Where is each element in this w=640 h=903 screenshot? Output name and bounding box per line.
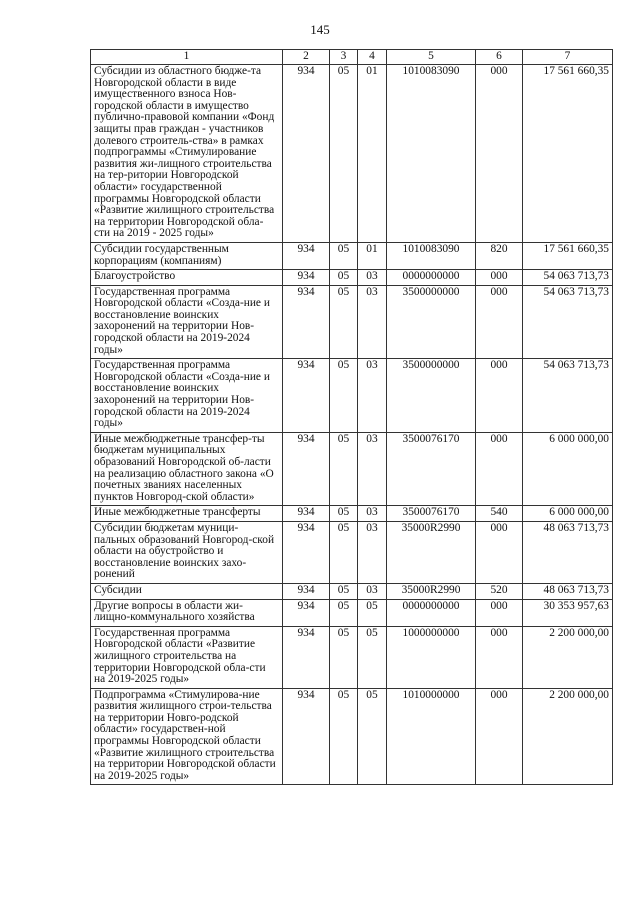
- row-subsection: 03: [358, 583, 387, 599]
- row-grbs: 934: [283, 65, 330, 243]
- row-section: 05: [330, 65, 358, 243]
- row-target-code: 3500076170: [387, 506, 476, 522]
- row-name: Субсидии государственным корпорациям (компаниям): [91, 242, 283, 269]
- row-sum: 30 353 957,63: [523, 599, 613, 626]
- row-grbs: 934: [283, 285, 330, 359]
- row-subsection: 05: [358, 626, 387, 688]
- row-expense-type: 000: [476, 359, 523, 433]
- table-row: [91, 432, 613, 506]
- row-grbs: 934: [283, 432, 330, 506]
- table-row: [91, 521, 613, 583]
- row-grbs: 934: [283, 506, 330, 522]
- row-sum: 17 561 660,35: [523, 65, 613, 243]
- row-target-code: 3500000000: [387, 285, 476, 359]
- row-expense-type: 000: [476, 270, 523, 286]
- row-target-code: 3500076170: [387, 432, 476, 506]
- row-expense-type: 000: [476, 65, 523, 243]
- row-name: Другие вопросы в области жи-лищно-коммунального хозяйства: [91, 599, 283, 626]
- row-expense-type: 000: [476, 521, 523, 583]
- row-name: Субсидии бюджетам муници-пальных образований Новгород-ской области на обустройство и восстановление воинских захо-ронений: [91, 521, 283, 583]
- row-name: Подпрограмма «Стимулирова-ние развития жилищного строи-тельства на территории Новго-родской области» государствен-ной программы Новгородской области «Развитие жилищного строительства на территории Новгородской области на 2019-2025 годы»: [91, 688, 283, 785]
- row-sum: 17 561 660,35: [523, 242, 613, 269]
- row-expense-type: 540: [476, 506, 523, 522]
- row-section: 05: [330, 432, 358, 506]
- row-sum: 54 063 713,73: [523, 270, 613, 286]
- row-name: Субсидии из областного бюдже-та Новгородской области в виде имущественного взноса Нов-городской области в имущество публично-правовой компании «Фонд защиты прав граждан - участников долевого строитель-ства» в рамках подпрограммы «Стимулирование развития жи-лищного строительства на тер-ритории Новгородской области» государственной программы Новгородской области «Развитие жилищного строительства на территории Новгородской обла-сти на 2019 - 2025 годы»: [91, 65, 283, 243]
- row-sum: 48 063 713,73: [523, 521, 613, 583]
- header-col-2: 2: [283, 50, 330, 65]
- row-grbs: 934: [283, 583, 330, 599]
- row-subsection: 03: [358, 521, 387, 583]
- row-section: 05: [330, 359, 358, 433]
- row-target-code: 3500000000: [387, 359, 476, 433]
- table-row: [91, 688, 613, 785]
- row-subsection: 03: [358, 359, 387, 433]
- row-subsection: 03: [358, 270, 387, 286]
- row-section: 05: [330, 285, 358, 359]
- table-row: [91, 242, 613, 269]
- row-target-code: 35000R2990: [387, 583, 476, 599]
- row-name: Иные межбюджетные трансферты: [91, 506, 283, 522]
- row-subsection: 05: [358, 688, 387, 785]
- header-col-3: 3: [330, 50, 358, 65]
- row-name: Субсидии: [91, 583, 283, 599]
- header-col-7: 7: [523, 50, 613, 65]
- row-expense-type: 000: [476, 626, 523, 688]
- row-name: Государственная программа Новгородской области «Созда-ние и восстановление воинских захоронений на территории Нов-городской области на 2019-2024 годы»: [91, 285, 283, 359]
- table-row: [91, 359, 613, 433]
- row-expense-type: 000: [476, 688, 523, 785]
- table-row: [91, 583, 613, 599]
- row-sum: 54 063 713,73: [523, 359, 613, 433]
- row-target-code: 1010000000: [387, 688, 476, 785]
- row-grbs: 934: [283, 242, 330, 269]
- row-section: 05: [330, 599, 358, 626]
- row-subsection: 01: [358, 65, 387, 243]
- table-row: [91, 506, 613, 522]
- row-sum: 2 200 000,00: [523, 626, 613, 688]
- row-subsection: 03: [358, 432, 387, 506]
- row-target-code: 0000000000: [387, 270, 476, 286]
- row-section: 05: [330, 583, 358, 599]
- row-subsection: 01: [358, 242, 387, 269]
- row-grbs: 934: [283, 521, 330, 583]
- row-subsection: 03: [358, 506, 387, 522]
- row-sum: 2 200 000,00: [523, 688, 613, 785]
- row-grbs: 934: [283, 688, 330, 785]
- row-grbs: 934: [283, 270, 330, 286]
- row-section: 05: [330, 506, 358, 522]
- row-section: 05: [330, 626, 358, 688]
- row-section: 05: [330, 688, 358, 785]
- row-section: 05: [330, 521, 358, 583]
- row-expense-type: 000: [476, 285, 523, 359]
- table-row: [91, 270, 613, 286]
- row-sum: 48 063 713,73: [523, 583, 613, 599]
- row-target-code: 1010083090: [387, 65, 476, 243]
- budget-table: [90, 49, 613, 785]
- row-name: Государственная программа Новгородской области «Созда-ние и восстановление воинских захоронений на территории Нов-городской области на 2019-2024 годы»: [91, 359, 283, 433]
- table-row: [91, 285, 613, 359]
- row-sum: 54 063 713,73: [523, 285, 613, 359]
- row-sum: 6 000 000,00: [523, 506, 613, 522]
- header-col-1: 1: [91, 50, 283, 65]
- row-name: Государственная программа Новгородской области «Развитие жилищного строительства на территории Новгородской обла-сти на 2019-2025 годы»: [91, 626, 283, 688]
- row-subsection: 03: [358, 285, 387, 359]
- row-expense-type: 000: [476, 599, 523, 626]
- table-row: [91, 599, 613, 626]
- row-name: Благоустройство: [91, 270, 283, 286]
- row-section: 05: [330, 242, 358, 269]
- row-grbs: 934: [283, 359, 330, 433]
- row-expense-type: 520: [476, 583, 523, 599]
- row-subsection: 05: [358, 599, 387, 626]
- row-grbs: 934: [283, 599, 330, 626]
- header-row: [91, 50, 613, 65]
- table-row: [91, 65, 613, 243]
- row-grbs: 934: [283, 626, 330, 688]
- row-target-code: 0000000000: [387, 599, 476, 626]
- row-target-code: 1010083090: [387, 242, 476, 269]
- header-col-4: 4: [358, 50, 387, 65]
- row-name: Иные межбюджетные трансфер-ты бюджетам муниципальных образований Новгородской об-ласти на реализацию областного закона «О почетных званиях населенных пунктов Новгород-ской области»: [91, 432, 283, 506]
- page-number: 145: [310, 22, 330, 37]
- header-col-6: 6: [476, 50, 523, 65]
- header-col-5: 5: [387, 50, 476, 65]
- row-target-code: 35000R2990: [387, 521, 476, 583]
- row-target-code: 1000000000: [387, 626, 476, 688]
- row-expense-type: 820: [476, 242, 523, 269]
- row-section: 05: [330, 270, 358, 286]
- row-expense-type: 000: [476, 432, 523, 506]
- row-sum: 6 000 000,00: [523, 432, 613, 506]
- table-row: [91, 626, 613, 688]
